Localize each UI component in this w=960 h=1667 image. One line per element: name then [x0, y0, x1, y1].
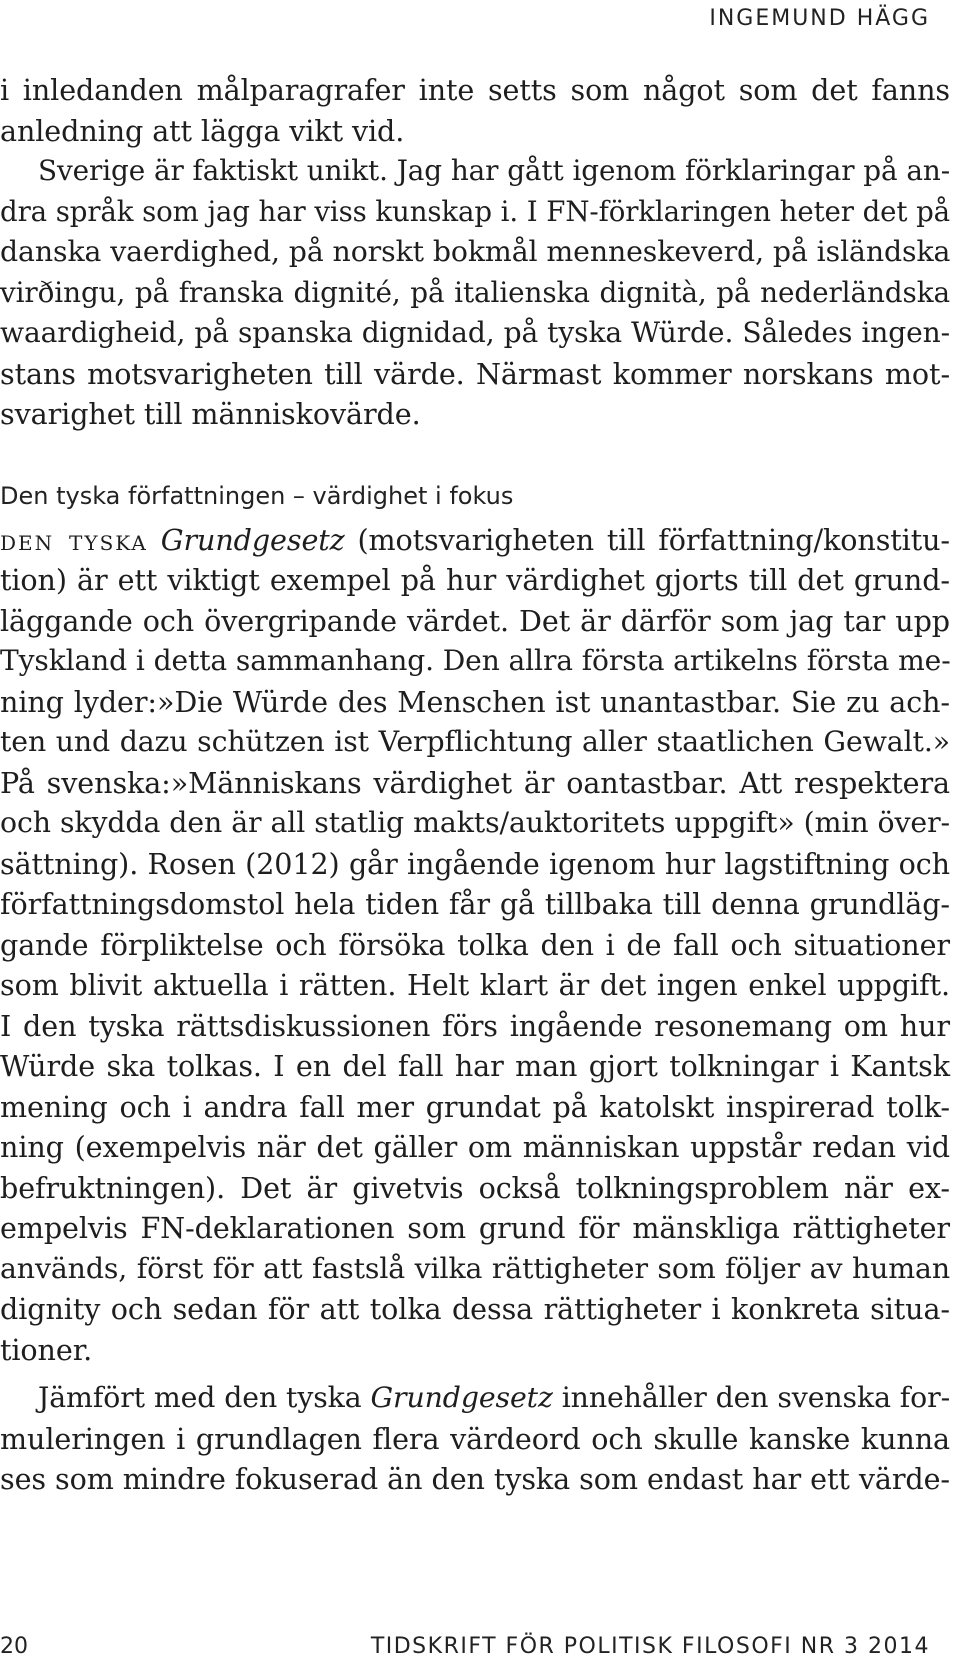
text-line: ning (exempelvis när det gäller om människan uppstår redan vid	[0, 1130, 950, 1164]
final-paragraph	[0, 1378, 950, 1500]
text-line-first	[0, 1378, 950, 1419]
text-line: virðingu, på franska dignité, på italienska dignità, på nederländska	[0, 275, 950, 309]
text-line: tion) är ett viktigt exempel på hur värdighet gjorts till det grund-	[0, 563, 950, 597]
text-line: Sverige är faktiskt unikt. Jag har gått igenom förklaringar på an-	[38, 154, 950, 187]
line-before: Jämfört med den tyska	[38, 1381, 362, 1414]
text-line: i inledanden målparagrafer inte setts som något som det fanns	[0, 73, 950, 107]
text-line: som blivit aktuella i rätten. Helt klart är det ingen enkel uppgift.	[0, 968, 950, 1002]
text-line: används, först för att fastslå vilka rättigheter som följer av human	[0, 1251, 950, 1285]
text-line: författningsdomstol hela tiden får gå tillbaka till denna grundläg-	[0, 887, 950, 921]
text-line: sättning). Rosen (2012) går ingående igenom hur lagstiftning och	[0, 846, 950, 881]
text-line: I den tyska rättsdiskussionen förs ingående resonemang om hur	[0, 1008, 950, 1043]
paragraph-gap	[0, 1370, 950, 1378]
text-line: Würde ska tolkas. I en del fall har man gjort tolkningar i Kantsk	[0, 1049, 950, 1083]
text-line: stans motsvarigheten till värde. Närmast kommer norskans mot-	[0, 356, 950, 391]
text-line: gande förpliktelse och försöka tolka den i de fall och situationer	[0, 927, 950, 962]
text-line: ning lyder:»Die Würde des Menschen ist unantastbar. Sie zu ach-	[0, 684, 950, 719]
italic-term: Grundgesetz	[160, 522, 345, 557]
italic-term: Grundgesetz	[370, 1381, 553, 1414]
text-line: muleringen i grundlagen flera värdeord och skulle kanske kunna	[0, 1421, 950, 1456]
text-line: empelvis FN-deklarationen som grund för mänskliga rättigheter	[0, 1211, 950, 1245]
page-body	[0, 70, 950, 1500]
text-line: danska vaerdighed, på norskt bokmål menneskeverd, på isländska	[0, 235, 951, 268]
smallcaps-lead: den tyska	[0, 522, 148, 557]
journal-footer: TIDSKRIFT FÖR POLITISK FILOSOFI NR 3 2014	[370, 1634, 930, 1659]
text-line-first	[0, 520, 950, 561]
text-line: dra språk som jag har viss kunskap i. I FN-förklaringen heter det på	[0, 194, 950, 228]
section-paragraph	[0, 520, 950, 1371]
text-line: waardigheid, på spanska dignidad, på tyska Würde. Således ingen-	[0, 316, 950, 349]
running-head-author: INGEMUND HÄGG	[709, 6, 930, 31]
text-line: svarighet till människovärde.	[0, 397, 421, 431]
text-line: anledning att lägga vikt vid.	[0, 113, 405, 148]
text-line: ten und dazu schützen ist Verpflichtung aller staatlichen Gewalt.»	[0, 725, 950, 758]
line-after: innehåller den svenska for-	[561, 1381, 951, 1414]
text-line: mening och i andra fall mer grundat på katolskt inspirerad tolk-	[0, 1089, 950, 1124]
text-line: tioner.	[0, 1332, 93, 1367]
section-heading: Den tyska författningen – värdighet i fokus	[0, 481, 514, 510]
intro-paragraph	[0, 70, 950, 435]
text-line: och skydda den är all statlig makts/auktoritets uppgift» (min över-	[0, 806, 950, 839]
line-rest: (motsvarigheten till författning/konstitu-	[357, 522, 950, 557]
text-line: ses som mindre fokuserad än den tyska som endast har ett värde-	[0, 1462, 950, 1496]
text-line: befruktningen). Det är givetvis också tolkningsproblem när ex-	[0, 1170, 950, 1205]
page-number: 20	[0, 1634, 28, 1659]
text-line: läggande och övergripande värdet. Det är därför som jag tar upp	[0, 603, 950, 638]
text-line: dignity och sedan för att tolka dessa rättigheter i konkreta situa-	[0, 1292, 950, 1326]
text-line: Tyskland i detta sammanhang. Den allra första artikelns första me-	[0, 644, 951, 677]
text-line: På svenska:»Människans värdighet är oantastbar. Att respektera	[0, 765, 950, 800]
